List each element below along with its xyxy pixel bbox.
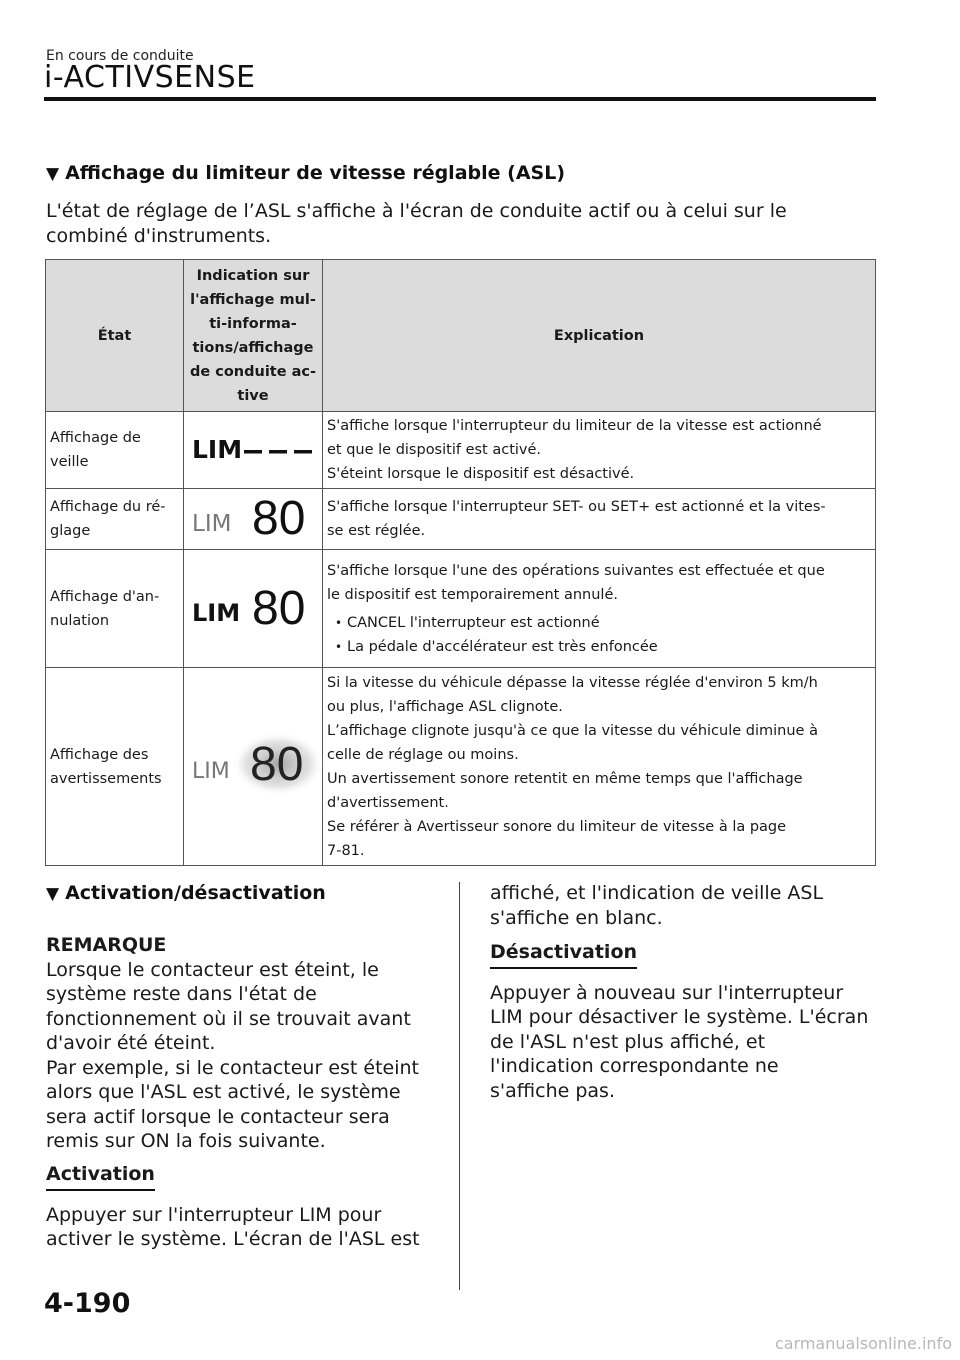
- state-line: Affichage de: [50, 430, 141, 446]
- activation-continued: [490, 881, 890, 930]
- col-header-explanation: Explication: [323, 260, 876, 412]
- expl-line: ou plus, l'affichage ASL clignote.: [327, 698, 563, 715]
- state-cell: [46, 412, 184, 489]
- explanation-cell: [323, 668, 876, 866]
- activation-line: s'affiche en blanc.: [490, 906, 663, 929]
- indication-cell: [184, 550, 323, 668]
- expl-line: et que le dispositif est activé.: [327, 442, 542, 458]
- expl-line: Se référer à Avertisseur sonore du limiteur de vitesse à la page: [327, 818, 787, 835]
- deactivation-line: Appuyer à nouveau sur l'interrupteur: [490, 981, 844, 1004]
- state-line: Affichage des: [50, 746, 149, 763]
- lim-cancel-icon: [184, 577, 323, 637]
- table-row: [46, 668, 876, 866]
- remark-line: Lorsque le contacteur est éteint, le: [46, 958, 379, 981]
- activation-block: [46, 1162, 446, 1252]
- remark-line: remis sur ON la fois suivante.: [46, 1130, 326, 1152]
- asl-table: [45, 259, 876, 866]
- header-line: Indication sur: [196, 267, 310, 284]
- dash: [269, 450, 287, 454]
- bullet-list: [327, 611, 871, 659]
- list-item: • La pédale d'accélérateur est très enfoncée: [327, 635, 871, 659]
- col-header-state: État: [46, 260, 184, 412]
- state-cell: [46, 489, 184, 550]
- indication-cell: [184, 412, 323, 489]
- header-line: l'affichage mul-: [190, 291, 316, 308]
- triangle-down-icon: ▼: [46, 884, 60, 904]
- state-cell: [46, 550, 184, 668]
- list-item: • CANCEL l'interrupteur est actionné: [327, 611, 871, 635]
- asl-intro: L'état de réglage de l’ASL s'affiche à l'écran de conduite actif ou à celui sur le combiné d'instruments.: [46, 200, 787, 247]
- remark-title: REMARQUE: [46, 934, 167, 956]
- remark-line: d'avoir été éteint.: [46, 1032, 216, 1054]
- dash: [294, 450, 312, 454]
- lim-setting-icon: [184, 489, 323, 545]
- state-line: glage: [50, 523, 91, 539]
- lim-label: LIM: [192, 511, 232, 537]
- indication-cell: [184, 489, 323, 550]
- state-line: avertissements: [50, 770, 162, 787]
- explanation-cell: [323, 550, 876, 668]
- expl-line: S'affiche lorsque l'une des opérations suivantes est effectuée et que: [327, 562, 825, 579]
- lim-label: LIM: [192, 435, 243, 464]
- header-line: ti-informa-: [209, 315, 297, 332]
- header-line: de conduite ac-: [189, 363, 317, 380]
- activation-title: Activation: [46, 1162, 155, 1191]
- asl-section-heading: [46, 162, 565, 184]
- state-line: Affichage d'an-: [50, 588, 160, 605]
- watermark: carmanualsonline.info: [774, 1334, 952, 1353]
- column-divider: [459, 882, 460, 1290]
- explanation-cell: [323, 412, 876, 489]
- expl-line: S'affiche lorsque l'interrupteur du limiteur de la vitesse est actionné: [327, 418, 822, 434]
- expl-line: celle de réglage ou moins.: [327, 746, 519, 763]
- header-line: tive: [237, 387, 269, 404]
- header-line: tions/affichage: [192, 339, 314, 356]
- table-row: [46, 489, 876, 550]
- remark-line: fonctionnement où il se trouvait avant: [46, 1007, 411, 1030]
- deactivation-line: de l'ASL n'est plus affiché, et: [490, 1030, 766, 1053]
- remark-line: sera actif lorsque le contacteur sera: [46, 1105, 390, 1128]
- activation-heading-text: Activation/désactivation: [65, 882, 326, 904]
- speed-value: 80: [252, 581, 306, 635]
- section-label: En cours de conduite: [46, 48, 194, 64]
- expl-line: S'éteint lorsque le dispositif est désactivé.: [327, 466, 635, 482]
- activation-line: Appuyer sur l'interrupteur LIM pour: [46, 1203, 382, 1226]
- table-row: [46, 412, 876, 489]
- indication-cell: [184, 668, 323, 866]
- remark-line: Par exemple, si le contacteur est éteint: [46, 1056, 420, 1079]
- deactivation-block: [490, 940, 890, 1103]
- activation-line: affiché, et l'indication de veille ASL: [490, 882, 824, 904]
- deactivation-title: Désactivation: [490, 940, 637, 969]
- activation-section-heading: [46, 882, 326, 904]
- asl-heading-text: Affichage du limiteur de vitesse réglable (ASL): [65, 162, 565, 184]
- expl-line: Si la vitesse du véhicule dépasse la vitesse réglée d'environ 5 km/h: [327, 674, 818, 691]
- deactivation-line: l'indication correspondante ne: [490, 1055, 779, 1077]
- speed-value: 80: [250, 737, 304, 791]
- state-line: Affichage du ré-: [50, 499, 166, 515]
- speed-value: 80: [252, 492, 306, 545]
- lim-warning-icon: [184, 730, 323, 800]
- deactivation-line: LIM pour désactiver le système. L'écran: [490, 1006, 869, 1028]
- lim-label: LIM: [192, 598, 241, 627]
- page-title: i-ACTIVSENSE: [44, 60, 256, 95]
- dash: [244, 450, 262, 454]
- header-divider: [44, 97, 876, 101]
- triangle-down-icon: ▼: [46, 164, 60, 184]
- expl-line: 7-81.: [327, 842, 365, 859]
- expl-line: S'affiche lorsque l'interrupteur SET- ou SET+ est actionné et la vites-: [327, 499, 826, 515]
- expl-line: Un avertissement sonore retentit en même temps que l'affichage: [327, 770, 803, 787]
- state-line: veille: [50, 454, 89, 470]
- state-cell: [46, 668, 184, 866]
- expl-line: d'avertissement.: [327, 794, 449, 811]
- deactivation-line: s'affiche pas.: [490, 1079, 615, 1102]
- table-row: [46, 550, 876, 668]
- expl-line: le dispositif est temporairement annulé.: [327, 586, 618, 603]
- state-line: nulation: [50, 612, 110, 629]
- activation-line: activer le système. L'écran de l'ASL est: [46, 1228, 420, 1250]
- col-header-indication: [184, 260, 323, 412]
- remark-line: système reste dans l'état de: [46, 983, 317, 1005]
- remark-block: [46, 933, 446, 1154]
- remark-line: alors que l'ASL est activé, le système: [46, 1081, 401, 1103]
- explanation-cell: [323, 489, 876, 550]
- lim-label: LIM: [192, 758, 230, 784]
- page-number: 4-190: [44, 1288, 131, 1319]
- expl-line: L’affichage clignote jusqu'à ce que la vitesse du véhicule diminue à: [327, 722, 818, 739]
- table-header-row: [46, 260, 876, 412]
- expl-line: se est réglée.: [327, 523, 426, 539]
- lim-standby-icon: [184, 418, 323, 478]
